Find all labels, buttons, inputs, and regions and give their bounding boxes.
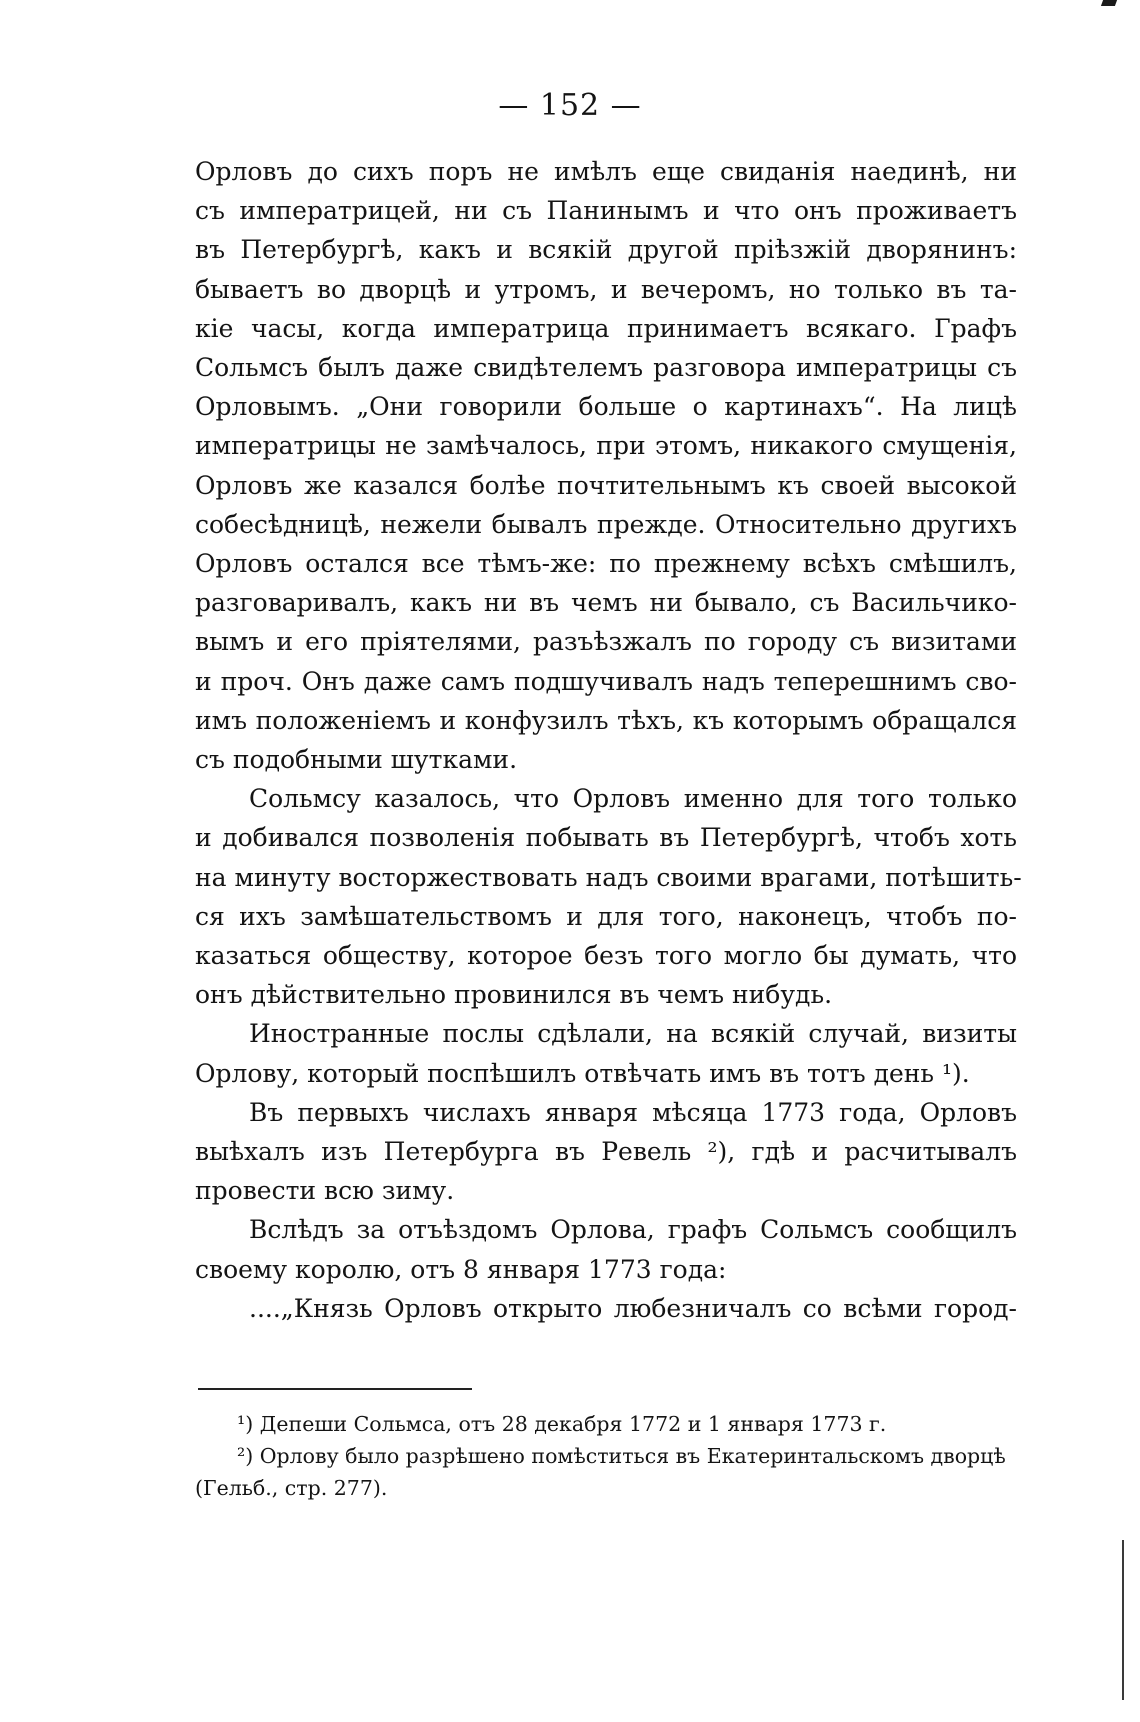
text-line: Сольмсъ былъ даже свидѣтелемъ разговора императрицы съ	[195, 353, 1017, 383]
text-line: собесѣдницѣ, нежели бывалъ прежде. Относительно другихъ	[195, 509, 1017, 539]
text-line: Орлову, который поспѣшилъ отвѣчать имъ въ тотъ день ¹).	[195, 1058, 970, 1088]
paragraph-start-line: Сольмсу казалось, что Орловъ именно для того только	[249, 784, 1017, 814]
footnote-2: ²) Орлову было разрѣшено помѣститься въ Екатеринтальскомъ дворцѣ	[237, 1444, 1006, 1468]
text-line: и проч. Онъ даже самъ подшучивалъ надъ теперешнимъ сво-	[195, 666, 1017, 696]
text-line: съ подобными шутками.	[195, 745, 518, 775]
paragraph-start-line: Въ первыхъ числахъ января мѣсяца 1773 года, Орловъ	[249, 1097, 1017, 1127]
scan-edge-line	[1122, 1540, 1124, 1700]
footnotes	[195, 1408, 1017, 1504]
text-line: Орловъ остался все тѣмъ-же: по прежнему всѣхъ смѣшилъ,	[195, 549, 1017, 579]
text-line: Орловымъ. „Они говорили больше о картинахъ“. На лицѣ	[195, 392, 1017, 422]
paragraph-start-line: Вслѣдъ за отъѣздомъ Орлова, графъ Сольмсъ сообщилъ	[249, 1215, 1017, 1245]
text-line: казаться обществу, которое безъ того могло бы думать, что	[195, 941, 1017, 971]
text-line: кіе часы, когда императрица принимаетъ всякаго. Графъ	[195, 313, 1017, 343]
text-line: Орловъ же казался болѣе почтительнымъ къ своей высокой	[195, 470, 1017, 500]
paragraph-start-line: Иностранные послы сдѣлали, на всякій случай, визиты	[249, 1019, 1017, 1049]
text-line: выѣхалъ изъ Петербурга въ Ревель ²), гдѣ и расчитывалъ	[195, 1137, 1017, 1167]
text-line: Орловъ до сихъ поръ не имѣлъ еще свиданія наединѣ, ни	[195, 157, 1017, 186]
text-line: съ императрицей, ни съ Панинымъ и что онъ проживаетъ	[195, 196, 1017, 226]
text-line: императрицы не замѣчалось, при этомъ, никакого смущенія,	[195, 431, 1017, 461]
main-text	[195, 152, 1022, 1328]
text-line: бываетъ во дворцѣ и утромъ, и вечеромъ, но только въ та-	[195, 274, 1017, 304]
page-number: — 152 —	[498, 88, 642, 123]
footnote-2-continued: (Гельб., стр. 277).	[195, 1476, 388, 1500]
paragraph-start-line: ....„Князь Орловъ открыто любезничалъ со всѣми город-	[249, 1293, 1017, 1323]
footnote-1: ¹) Депеши Сольмса, отъ 28 декабря 1772 и 1 января 1773 г.	[237, 1412, 887, 1436]
footnote-divider	[198, 1388, 472, 1390]
text-line: на минуту восторжествовать надъ своими врагами, потѣшить-	[195, 862, 1022, 892]
text-line: своему королю, отъ 8 января 1773 года:	[195, 1254, 727, 1284]
scan-artifact-mark	[1101, 0, 1117, 6]
text-line: имъ положеніемъ и конфузилъ тѣхъ, къ которымъ обращался	[195, 705, 1017, 735]
text-line: и добивался позволенія побывать въ Петербургѣ, чтобъ хоть	[195, 823, 1017, 853]
text-line: вымъ и его пріятелями, разъѣзжалъ по городу съ визитами	[195, 627, 1017, 657]
text-line: ся ихъ замѣшательствомъ и для того, наконецъ, чтобъ по-	[195, 901, 1017, 931]
text-line: онъ дѣйствительно провинился въ чемъ нибудь.	[195, 980, 833, 1010]
text-line: разговаривалъ, какъ ни въ чемъ ни бывало, съ Васильчико-	[195, 588, 1017, 618]
text-line: въ Петербургѣ, какъ и всякій другой пріѣзжій дворянинъ:	[195, 235, 1017, 265]
text-line: провести всю зиму.	[195, 1176, 455, 1206]
